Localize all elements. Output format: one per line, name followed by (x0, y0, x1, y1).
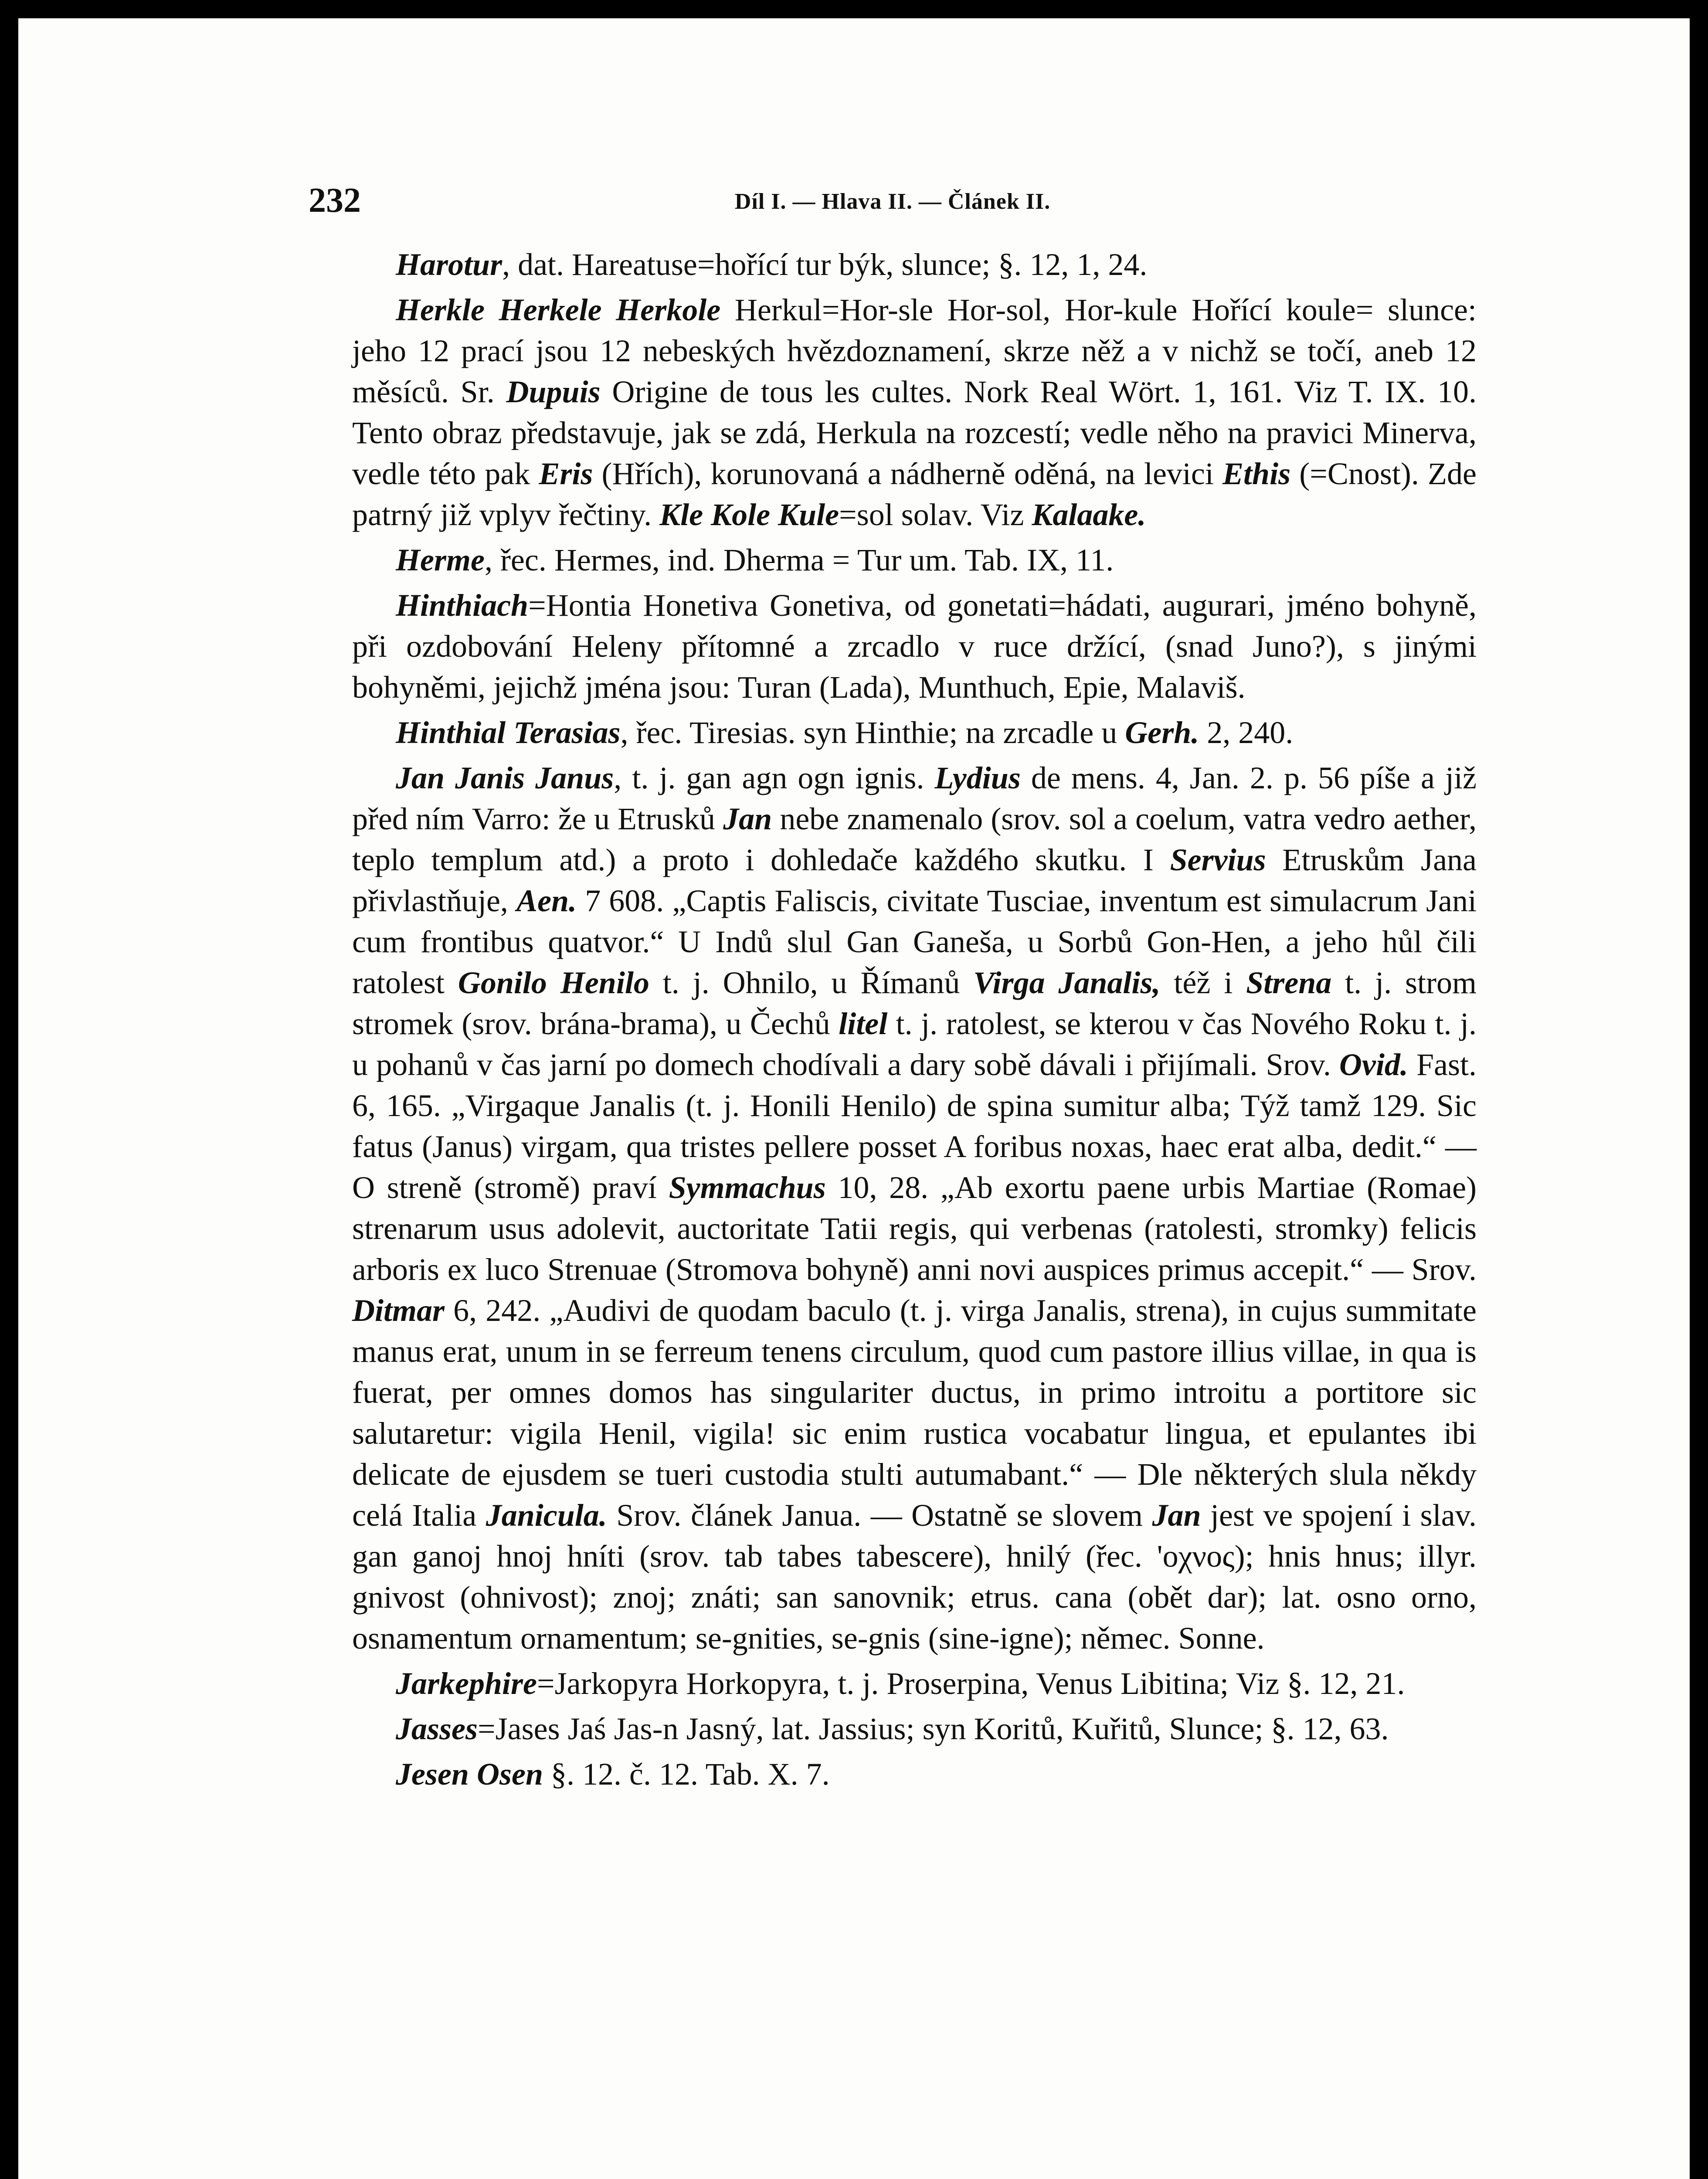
italic-reference: Jan (1152, 1498, 1201, 1533)
entry-text: Etruskům Jana přivlastňuje, (352, 842, 1477, 918)
italic-reference: Ditmar (352, 1293, 445, 1328)
entry-text: , řec. Tiresias. syn Hinthie; na zrcadle u (620, 715, 1125, 750)
dictionary-entries (352, 244, 1477, 1799)
page-number: 232 (309, 181, 361, 220)
dictionary-entry (352, 585, 1477, 708)
dictionary-entry (352, 1708, 1477, 1749)
entry-headword: Jesen Osen (396, 1757, 543, 1792)
entry-text: de mens. 4, Jan. 2. p. 56 píše a již před ním Varro: že u Etrusků (352, 760, 1477, 836)
dictionary-entry (352, 712, 1477, 753)
entry-text: též i (1160, 965, 1246, 1000)
dictionary-entry (352, 757, 1477, 1659)
entry-text: Srov. článek Janua. — Ostatně se slovem (607, 1498, 1152, 1533)
entry-text: t. j. Ohnilo, u Římanů (649, 965, 974, 1000)
italic-reference: Servius (1170, 842, 1266, 877)
entry-headword: Herme (396, 543, 485, 577)
entry-text: 7 608. „Captis Faliscis, civitate Tusciae, inventum est simulacrum Jani cum frontibus quatvor.“ U Indů slul Gan Ganeša, u Sorbů Gon-Hen, a jeho hůl čili ratolest (352, 883, 1477, 1000)
entry-text: nebe znamenalo (srov. sol a coelum, vatra vedro aether, teplo templum atd.) a proto i dohledače každého skutku. I (352, 801, 1477, 877)
italic-reference: litel (839, 1006, 888, 1041)
entry-text: (Hřích), korunovaná a nádherně oděná, na levici (593, 456, 1223, 491)
entry-text: t. j. strom stromek (srov. brána-brama), u Čechů (352, 965, 1477, 1041)
entry-text: , řec. Hermes, ind. Dherma = Tur um. Tab. IX, 11. (484, 543, 1114, 577)
entry-text: 10, 28. „Ab exortu paene urbis Martiae (Romae) strenarum usus adolevit, auctoritate Tatii regis, qui verbenas (ratolesti, stromky) felicis arboris ex luco Strenuae (Stromova bohyně) anni novi auspices primus accepit.“ — Srov. (352, 1170, 1477, 1287)
dictionary-entry (352, 1754, 1477, 1795)
entry-headword: Jasses (396, 1711, 478, 1746)
italic-reference: Janicula. (486, 1498, 607, 1533)
entry-text: jest ve spojení i slav. gan ganoj hnoj hníti (srov. tab tabes tabescere), hnilý (řec. 'οχνος); hnis hnus; illyr. gnivost (ohnivost); znoj; znáti; san sanovnik; etrus. cana (obět dar); lat. osno orno, osnamentum ornamentum; se-gnities, se-gnis (sine-igne); němec. Sonne. (352, 1498, 1477, 1656)
entry-headword: Hinthial Terasias (396, 715, 621, 750)
dictionary-entry (352, 244, 1477, 285)
entry-text: (=Cnost). Zde patrný již vplyv řečtiny. (352, 456, 1477, 532)
dictionary-entry (352, 1663, 1477, 1704)
entry-headword: Harotur (396, 247, 503, 282)
entry-text: 6, 242. „Audivi de quodam baculo (t. j. virga Janalis, strena), in cujus summitate manus erat, unum in se ferreum tenens circulum, quod cum pastore illius villae, in qua is fuerat, per omnes domos has singulariter ductus, in primo introitu a portitore sic salutaretur: vigila Henil, vigila! sic enim rustica vocabatur lingua, et epulantes ibi delicate de ejusdem se tueri custodia stulti autumabant.“ — Dle některých slula někdy celá Italia (352, 1293, 1477, 1533)
entry-text: =Jases Jaś Jas-n Jasný, lat. Jassius; syn Koritů, Kuřitů, Slunce; §. 12, 63. (478, 1711, 1389, 1746)
entry-text: t. j. ratolest, se kterou v čas Nového Roku t. j. u pohanů v čas jarní po domech chodívali a dary sobě dávali i přijímali. Srov. (352, 1006, 1477, 1082)
italic-reference: Kle Kole Kule (659, 497, 839, 532)
entry-text: §. 12. č. 12. Tab. X. 7. (543, 1757, 830, 1792)
entry-text: =Jarkopyra Horkopyra, t. j. Proserpina, Venus Libitina; Viz §. 12, 21. (537, 1666, 1405, 1701)
italic-reference: Kalaake. (1032, 497, 1146, 532)
entry-headword: Herkle Herkele Herkole (396, 292, 721, 327)
entry-text: =Hontia Honetiva Gonetiva, od gonetati=hádati, augurari, jméno bohyně, při ozdobování Heleny přítomné a zrcadlo v ruce držící, (snad Juno?), s jinými bohyněmi, jejichž jména jsou: Turan (Lada), Munthuch, Epie, Malaviš. (352, 588, 1477, 705)
running-head: Díl I. — Hlava II. — Článek II. (734, 189, 1051, 214)
italic-reference: Dupuis (506, 374, 601, 409)
italic-reference: Ovid. (1339, 1047, 1408, 1082)
italic-reference: Lydius (934, 760, 1021, 795)
italic-reference: Jan (723, 801, 772, 836)
italic-reference: Gerh. (1125, 715, 1199, 750)
entry-text: Herkul=Hor-sle Hor-sol, Hor-kule Hořící koule= slunce: jeho 12 prací jsou 12 nebeských hvězdoznamení, skrze něž a v nichž se točí, aneb 12 měsíců. Sr. (352, 292, 1477, 409)
entry-text: Origine de tous les cultes. Nork Real Wört. 1, 161. Viz T. IX. 10. Tento obraz představuje, jak se zdá, Herkula na rozcestí; vedle něho na pravici Minerva, vedle této pak (352, 374, 1477, 491)
italic-reference: Eris (539, 456, 593, 491)
italic-reference: Gonilo Henilo (458, 965, 649, 1000)
italic-reference: Ethis (1222, 456, 1291, 491)
entry-headword: Jarkephire (396, 1666, 537, 1701)
page-header (309, 174, 1477, 227)
italic-reference: Symmachus (669, 1170, 826, 1205)
entry-text: Fast. 6, 165. „Virgaque Janalis (t. j. Honili Henilo) de spina sumitur alba; Týž tamž 129. Sic fatus (Janus) virgam, qua tristes pellere posset A foribus noxas, haec erat alba, dedit.“ — O streně (stromě) praví (352, 1047, 1477, 1205)
dictionary-entry (352, 289, 1477, 535)
entry-text: , t. j. gan agn ogn ignis. (614, 760, 935, 795)
italic-reference: Virga Janalis, (973, 965, 1161, 1000)
entry-headword: Hinthiach (396, 588, 529, 623)
entry-text: =sol solav. Viz (839, 497, 1032, 532)
entry-text: 2, 240. (1199, 715, 1294, 750)
italic-reference: Aen. (516, 883, 577, 918)
entry-text: , dat. Hareatuse=hořící tur býk, slunce; §. 12, 1, 24. (502, 247, 1148, 282)
dictionary-entry (352, 540, 1477, 580)
entry-headword: Jan Janis Janus (396, 760, 614, 795)
italic-reference: Strena (1246, 965, 1332, 1000)
